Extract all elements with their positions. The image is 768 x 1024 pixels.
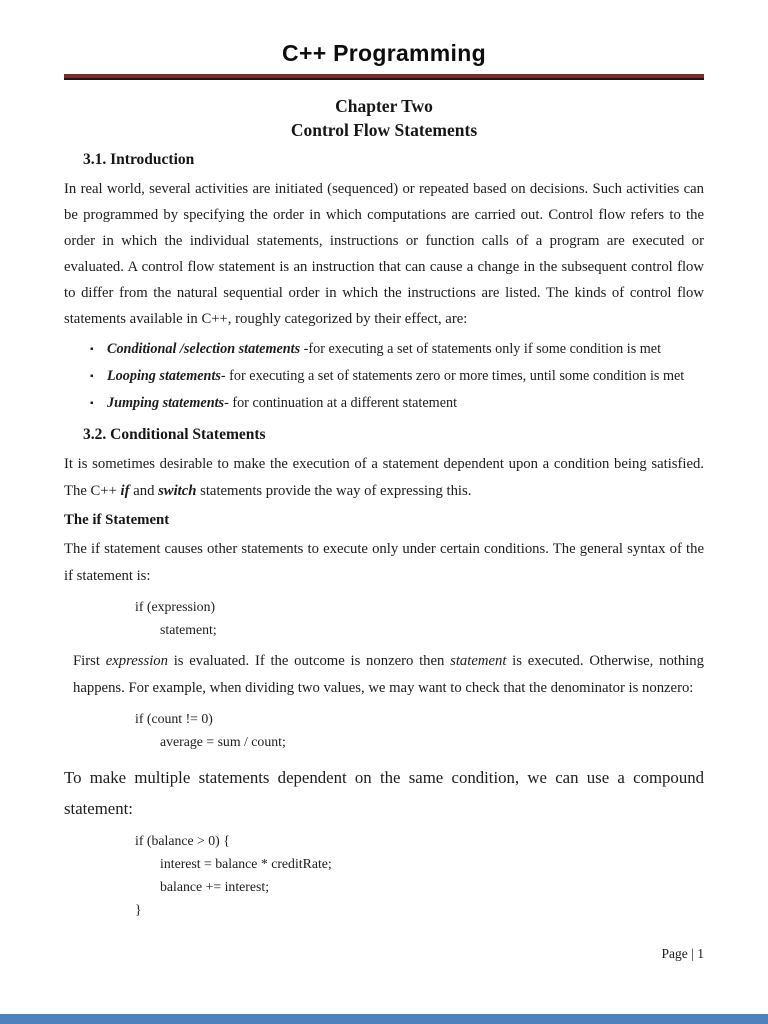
text-run: It is sometimes desirable to make the execution of a statement dependent upon a condition being satisfied. The C++ bbox=[64, 456, 704, 499]
code-line: statement; bbox=[160, 622, 217, 637]
code-line: } bbox=[135, 902, 142, 917]
keyword-switch: switch bbox=[158, 483, 197, 499]
bullet-icon: ▪ bbox=[90, 398, 94, 409]
bullet-desc: - for continuation at a different statement bbox=[224, 395, 458, 411]
code-block-balance-example bbox=[135, 829, 704, 921]
chapter-title-line1: Chapter Two bbox=[335, 96, 433, 116]
intro-paragraph: In real world, several activities are initiated (sequenced) or repeated based on decisions. Such activities can be programmed by specifying the order in which computations are carried out. Control flow refers to the order in which the individual statements, instructions or function calls of a program are executed or evaluated. A control flow statement is an instruction that can cause a change in the subsequent control flow to differ from the natural sequential order in which the instructions are listed. The kinds of control flow statements available in C++, roughly categorized by their effect, are: bbox=[64, 181, 704, 327]
code-line: balance += interest; bbox=[160, 879, 270, 894]
code-line: average = sum / count; bbox=[160, 734, 286, 749]
keyword-if: if bbox=[120, 483, 130, 499]
text-run: is executed. Otherwise, nothing happens. For example, when dividing two values, we may want to check that the denominator is nonzero: bbox=[73, 653, 704, 696]
bullet-term: Jumping statements bbox=[107, 395, 225, 411]
bullet-desc: - for executing a set of statements zero or more times, until some condition is met bbox=[220, 368, 685, 384]
list-item-looping bbox=[64, 363, 704, 390]
expression-evaluation-paragraph bbox=[64, 648, 704, 702]
bullet-desc: -for executing a set of statements only if some condition is met bbox=[300, 341, 662, 357]
text-run: First bbox=[73, 653, 106, 669]
conditional-intro-paragraph bbox=[64, 451, 704, 505]
term-statement: statement bbox=[450, 653, 507, 669]
code-line: if (count != 0) bbox=[135, 711, 213, 726]
chapter-title-line2: Control Flow Statements bbox=[290, 120, 478, 140]
bullet-icon: ▪ bbox=[90, 344, 94, 355]
section-heading-conditional-statements: 3.2. Conditional Statements bbox=[83, 426, 266, 443]
list-item-jumping bbox=[64, 390, 704, 417]
code-block-if-syntax bbox=[135, 595, 704, 641]
document-header-title: C++ Programming bbox=[282, 40, 486, 66]
term-expression: expression bbox=[105, 653, 168, 669]
bullet-icon: ▪ bbox=[90, 371, 94, 382]
text-run: statements provide the way of expressing this. bbox=[196, 483, 472, 499]
if-statement-heading: The if Statement bbox=[64, 512, 170, 528]
if-statement-paragraph: The if statement causes other statements to execute only under certain conditions. The general syntax of the if statement is: bbox=[64, 541, 704, 584]
list-item-conditional bbox=[64, 336, 704, 363]
text-run: is evaluated. If the outcome is nonzero then bbox=[167, 653, 451, 669]
compound-statement-paragraph: To make multiple statements dependent on the same condition, we can use a compound statement: bbox=[64, 768, 704, 818]
section-heading-introduction: 3.1. Introduction bbox=[83, 151, 195, 168]
control-flow-types-list bbox=[64, 336, 704, 417]
code-line: interest = balance * creditRate; bbox=[160, 856, 332, 871]
bottom-blue-bar bbox=[0, 1014, 768, 1024]
code-line: if (expression) bbox=[135, 599, 216, 614]
chapter-title bbox=[64, 94, 704, 142]
code-block-count-example bbox=[135, 707, 704, 753]
text-run: and bbox=[129, 483, 159, 499]
page-number-label: Page | 1 bbox=[661, 946, 704, 961]
header-divider bbox=[64, 74, 704, 80]
bullet-term: Conditional /selection statements bbox=[107, 341, 301, 357]
code-line: if (balance > 0) { bbox=[135, 833, 230, 848]
bullet-term: Looping statements bbox=[107, 368, 221, 384]
